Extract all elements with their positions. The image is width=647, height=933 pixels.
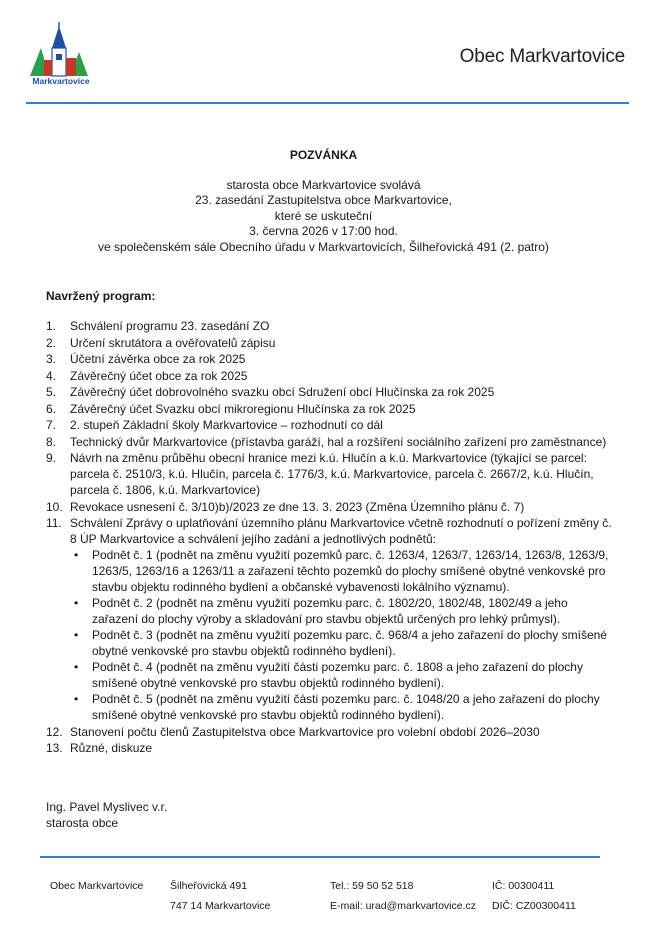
item-text: Závěrečný účet obce za rok 2025: [70, 368, 248, 383]
footer-address: [170, 876, 270, 916]
program-item: [46, 417, 616, 433]
program-list: [46, 318, 616, 757]
proposal-item: [70, 595, 616, 627]
intro-line: 23. zasedání Zastupitelstva obce Markvartovice,: [195, 193, 452, 208]
signatory-name: Ing. Pavel Myslivec v.r.: [46, 800, 168, 814]
item-number: 3.: [46, 352, 57, 366]
item-text: Různé, diskuze: [70, 741, 153, 755]
proposal-item: [70, 627, 616, 659]
header-divider: [26, 102, 629, 104]
item-number: 13.: [46, 741, 63, 755]
program-item: [46, 450, 616, 498]
footer-ic: IČ: 00300411: [492, 880, 555, 892]
proposal-text: Podnět č. 3 (podnět na změnu využití pozemku parc. č. 968/4 a jeho zařazení do plochy smíšené obytné venkovské pro stavbu objektů rodinného bydlení).: [92, 628, 607, 658]
document-title: POZVÁNKA: [289, 148, 358, 162]
footer-divider: [40, 856, 600, 858]
proposal-text: Podnět č. 2 (podnět na změnu využití pozemku parc. č. 1802/20, 1802/48, 1802/49 a jeho zařazení do plochy výroby a skladování pro stavbu objektů určených pro lehký průmysl).: [92, 596, 568, 626]
item-text: Závěrečný účet dobrovolného svazku obcí Sdružení obcí Hlučínska za rok 2025: [70, 385, 495, 399]
proposal-item: [70, 547, 616, 595]
footer-email: E-mail: urad@markvartovice.cz: [330, 900, 477, 912]
program-item: [46, 499, 616, 515]
intro-line: ve společenském sále Obecního úřadu v Markvartovicích, Šilheřovická 491 (2. patro): [98, 239, 549, 254]
intro-line: které se uskuteční: [274, 208, 373, 223]
program-item: [46, 724, 616, 740]
item-text: Revokace usnesení č. 3/10)b)/2023 ze dne 13. 3. 2023 (Změna Územního plánu č. 7): [70, 499, 525, 514]
program-heading: Navržený program:: [46, 289, 156, 303]
item-text: Účetní závěrka obce za rok 2025: [70, 352, 246, 366]
intro-line: 3. června 2026 v 17:00 hod.: [249, 224, 398, 239]
item-number: 8.: [46, 434, 57, 449]
footer-dic: DIČ: CZ00300411: [492, 900, 576, 912]
bullet-icon: •: [74, 692, 79, 706]
item-number: 5.: [46, 385, 57, 399]
item-text: Technický dvůr Markvartovice (přístavba garáží, hal a rozšíření sociálního zařízení pro zaměstnance): [70, 434, 607, 449]
item-number: 2.: [46, 335, 57, 350]
footer-phone: Tel.: 59 50 52 518: [330, 880, 414, 892]
header-org-name: Obec Markvartovice: [459, 46, 625, 67]
item-text: Stanovení počtu členů Zastupitelstva obce Markvartovice pro volební období 2026–2030: [70, 724, 540, 739]
program-item: [46, 368, 616, 384]
footer-org: [50, 876, 143, 896]
signatory-role: starosta obce: [46, 816, 119, 830]
invitation-intro: [0, 178, 647, 255]
program-item: [46, 318, 616, 334]
footer-contact: [330, 876, 476, 916]
bullet-icon: •: [74, 628, 79, 642]
program-item: [46, 384, 616, 400]
proposal-item: [70, 691, 616, 723]
item-text: Schválení programu 23. zasedání ZO: [70, 319, 270, 333]
program-item: [46, 401, 616, 417]
item-text: Závěrečný účet Svazku obcí mikroregionu Hlučínska za rok 2025: [70, 401, 416, 416]
item-number: 4.: [46, 368, 57, 383]
item-number: 10.: [46, 499, 63, 514]
item-number: 11.: [46, 516, 62, 530]
footer-city: 747 14 Markvartovice: [170, 900, 271, 912]
program-item: [46, 434, 616, 450]
footer-ids: [492, 876, 576, 916]
program-item: [46, 335, 616, 351]
item-number: 12.: [46, 724, 63, 739]
municipality-logo: [24, 22, 94, 92]
footer-org-name: Obec Markvartovice: [50, 880, 144, 892]
bullet-icon: •: [74, 660, 79, 674]
proposal-item: [70, 659, 616, 691]
item-text: 2. stupeň Základní školy Markvartovice – rozhodnutí co dál: [70, 418, 383, 432]
item-text: Schválení Zprávy o uplatňování územního plánu Markvartovice včetně rozhodnutí o pořízení změny č. 8 ÚP Markvartovice a schválení jejího zadání a jednotlivých podnětů:: [70, 516, 612, 546]
program-item: [46, 351, 616, 367]
church-tower-icon: [24, 22, 94, 78]
footer-street: Šilheřovická 491: [170, 880, 248, 892]
item-number: 9.: [46, 451, 57, 465]
bullet-icon: •: [74, 596, 79, 610]
program-item: [46, 740, 616, 756]
item-number: 1.: [46, 319, 57, 333]
proposal-sublist: [70, 547, 616, 723]
item-text: Návrh na změnu průběhu obecní hranice mezi k.ú. Hlučín a k.ú. Markvartovice (týkající se parcel: parcela č. 2510/3, k.ú. Hlučín, parcela č. 1776/3, k.ú. Markvartovice, parcela č. 2667/2, k.ú. Hlučín, parcela č. 1806, k.ú. Markvartovice): [70, 451, 594, 497]
bullet-icon: •: [74, 548, 79, 562]
proposal-text: Podnět č. 4 (podnět na změnu využití části pozemku parc. č. 1808 a jeho zařazení do plochy smíšené obytné venkovské pro stavbu objektů rodinného bydlení).: [92, 660, 583, 690]
signature-block: [46, 799, 167, 831]
intro-line: starosta obce Markvartovice svolává: [226, 178, 421, 192]
proposal-text: Podnět č. 5 (podnět na změnu využití části pozemku parc. č. 1048/20 a jeho zařazení do plochy smíšené obytné venkovské pro stavbu objektů rodinného bydlení).: [92, 692, 600, 722]
program-item: [46, 515, 616, 723]
item-text: Určení skrutátora a ověřovatelů zápisu: [70, 335, 276, 350]
item-number: 6.: [46, 401, 57, 416]
proposal-text: Podnět č. 1 (podnět na změnu využití pozemků parc. č. 1263/4, 1263/7, 1263/14, 1263/8, 1263/9, 1263/5, 1263/16 a 1263/11 a zařazení těchto pozemků do plochy smíšené obytné venkovské pro stavbu objektu rodinného bydlení a občanské vybavenosti lokálního významu).: [92, 548, 609, 594]
item-number: 7.: [46, 418, 57, 432]
logo-text: Markvartovice: [32, 76, 90, 86]
